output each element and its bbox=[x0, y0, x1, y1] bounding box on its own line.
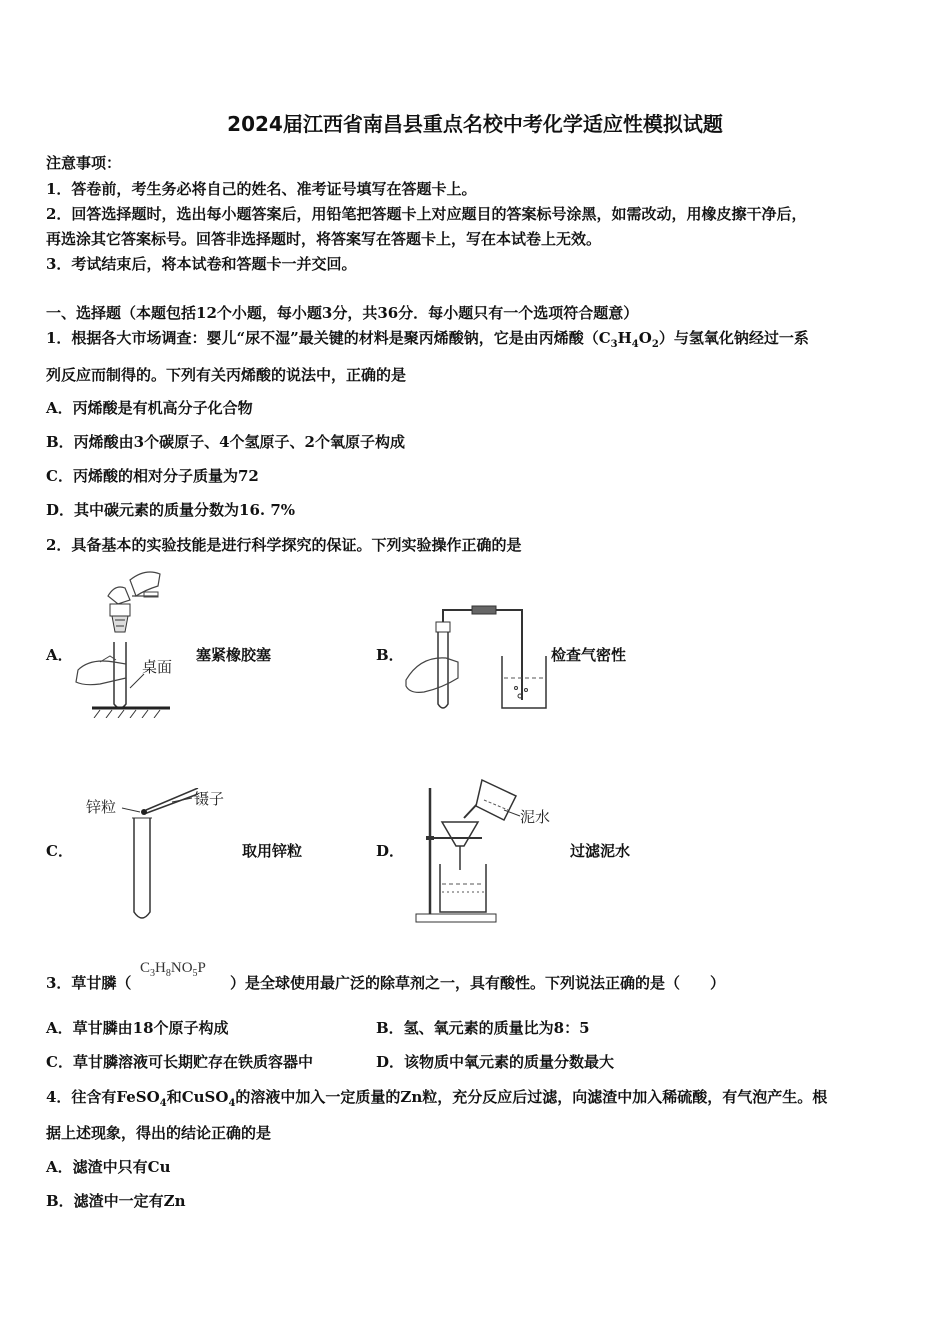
notice-item-3: 3．考试结束后，将本试卷和答题卡一并交回。 bbox=[46, 255, 357, 273]
q4-stem-line1: 4．往含有FeSO$_4$和CuSO$_4$的溶液中加入一定质量的Zn粒，充分反应后过滤，向滤渣中加入稀硫酸，有气泡产生。根 bbox=[46, 1088, 828, 1109]
q2-b-label: B． bbox=[376, 646, 404, 664]
q2-d-caption: 过滤泥水 bbox=[570, 842, 631, 860]
stopper-insertion-figure bbox=[70, 566, 180, 718]
q3-option-a: A．草甘膦由18个原子构成 bbox=[46, 1019, 229, 1037]
section-heading: 一、选择题（本题包括12个小题，每小题3分，共36分．每小题只有一个选项符合题意） bbox=[46, 304, 639, 322]
q1-option-a: A．丙烯酸是有机高分子化合物 bbox=[46, 399, 253, 417]
q3-option-b: B．氢、氧元素的质量比为8：5 bbox=[376, 1019, 590, 1037]
filtration-figure bbox=[412, 778, 562, 926]
notice-item-2: 2．回答选择题时，选出每小题答案后，用铅笔把答题卡上对应题目的答案标号涂黑，如需改动，用橡皮擦干净后， bbox=[46, 205, 807, 223]
q2-a-label: A． bbox=[46, 646, 73, 664]
page-title: 2024届江西省南昌县重点名校中考化学适应性模拟试题 bbox=[227, 112, 723, 136]
notice-heading: 注意事项： bbox=[46, 154, 122, 172]
q2-stem: 2．具备基本的实验技能是进行科学探究的保证。下列实验操作正确的是 bbox=[46, 536, 522, 554]
q2-c-caption: 取用锌粒 bbox=[242, 842, 303, 860]
airtightness-check-figure bbox=[402, 600, 552, 715]
q2-d-label: D． bbox=[376, 842, 405, 860]
table-label: 桌面 bbox=[142, 658, 173, 676]
notice-item-2-cont: 再选涂其它答案标号。回答非选择题时，将答案写在答题卡上，写在本试卷上无效。 bbox=[46, 230, 602, 248]
q4-stem-line2: 据上述现象，得出的结论正确的是 bbox=[46, 1124, 272, 1142]
zinc-label: 锌粒 bbox=[86, 798, 117, 816]
muddy-water-label: 泥水 bbox=[520, 808, 551, 826]
q4-option-a: A．滤渣中只有Cu bbox=[46, 1158, 171, 1176]
notice-item-1: 1．答卷前，考生务必将自己的姓名、准考证号填写在答题卡上。 bbox=[46, 180, 477, 198]
q2-c-label: C． bbox=[46, 842, 73, 860]
q4-option-b: B．滤渣中一定有Zn bbox=[46, 1192, 186, 1210]
q3-option-c: C．草甘膦溶液可长期贮存在铁质容器中 bbox=[46, 1053, 313, 1071]
q3-stem-suffix: ）是全球使用最广泛的除草剂之一，具有酸性。下列说法正确的是（ ） bbox=[230, 974, 726, 992]
q1-stem-line2: 列反应而制得的。下列有关丙烯酸的说法中，正确的是 bbox=[46, 366, 407, 384]
q2-b-caption: 检查气密性 bbox=[551, 646, 627, 664]
q1-option-b: B．丙烯酸由3个碳原子、4个氢原子、2个氧原子构成 bbox=[46, 433, 405, 451]
q3-stem-prefix: 3．草甘膦（ bbox=[46, 974, 132, 992]
q2-a-caption: 塞紧橡胶塞 bbox=[196, 646, 272, 664]
q3-option-d: D．该物质中氧元素的质量分数最大 bbox=[376, 1053, 615, 1071]
q1-stem-line1: 1．根据各大市场调查：婴儿“尿不湿”最关键的材料是聚丙烯酸钠，它是由丙烯酸$(C_3H_4O_2)$与氢氧化钠经过一系 bbox=[46, 329, 809, 350]
tweezers-label: 镊子 bbox=[194, 790, 225, 808]
q3-formula: $C_3H_8NO_5P$ bbox=[140, 960, 206, 979]
zinc-pickup-figure bbox=[86, 788, 236, 928]
q1-option-d: D．其中碳元素的质量分数为16. 7% bbox=[46, 501, 296, 519]
q1-option-c: C．丙烯酸的相对分子质量为72 bbox=[46, 467, 259, 485]
